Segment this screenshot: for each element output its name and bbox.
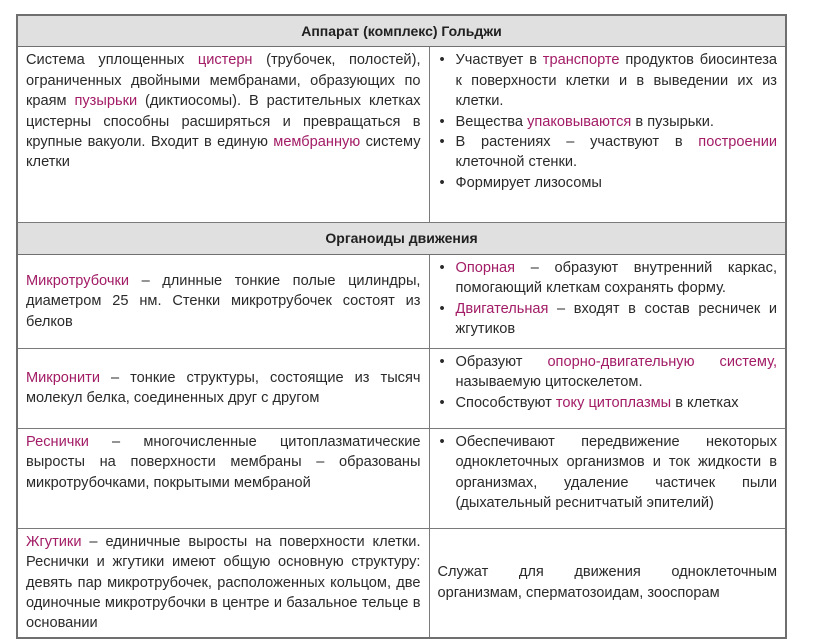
list-item [438,173,778,193]
function-cell: Служат для движения одноклеточным организмам, сперматозоидам, зооспорам [429,528,786,638]
text-segment: Система уплощенных [26,52,198,69]
section-title-movement: Органоиды движения [17,223,786,254]
description-cell [17,348,429,428]
list-item [438,393,778,413]
text-segment: Образуют [455,353,548,370]
term-highlight: мембранную [273,134,361,151]
list-item [438,258,778,299]
function-cell [429,348,786,428]
function-list [438,258,778,340]
table-row [17,428,786,528]
list-item [438,112,778,132]
term-highlight: Двигательная [455,300,549,317]
description-cell [17,428,429,528]
table-row [17,348,786,428]
text-segment: Способствуют [455,394,556,411]
term-highlight: Жгутики [26,533,82,550]
text-segment: – длинные тонкие полые цилиндры, диаметром 25 нм. Стенки микротрубочек состоят из белков [26,272,421,330]
section-header-row [17,15,786,47]
text-segment: продуктов биосинтеза к поверхности клетки и в выведении их из клетки. [455,52,778,110]
text-segment: клеточной стенки. [455,154,578,171]
description-cell [17,528,429,638]
text-segment: – входят в состав ресничек и жгутиков [455,300,778,338]
function-cell [429,428,786,528]
list-item [438,132,778,173]
function-list [438,432,778,514]
table-row [17,528,786,638]
text-segment: – тонкие структуры, состоящие из тысяч молекул белка, соединенных друг с другом [26,369,421,407]
term-highlight: Реснички [26,433,89,450]
term-highlight: Опорная [455,259,516,276]
description-cell [17,47,429,223]
term-highlight: цистерн [197,52,253,69]
text-segment: в пузырьки. [631,113,714,130]
section-header-row [17,223,786,254]
text-segment: в клетках [671,394,739,411]
function-cell [429,254,786,348]
list-item [438,299,778,340]
term-highlight: пузырьки [74,93,138,110]
term-highlight: упаковываются [527,113,632,130]
text-segment: – образуют внутренний каркас, помогающий клеткам сохранять форму. [455,259,778,297]
text-segment: систему клетки [26,134,421,171]
term-highlight: Микронити [26,369,100,386]
text-segment: – единичные выросты на поверхности клетки. Реснички и жгутики имеют общую основную структуру: девять пар микротрубочек, расположенных кольцом, две одиночные микротрубочки в центре и базальное тельце в основании [26,533,421,632]
term-highlight: транспорте [542,52,620,69]
table-row [17,47,786,223]
text-segment: Участвует в [455,52,543,69]
list-item [438,432,778,514]
text-segment: (трубочек, полостей), ограниченных двойными мембранами, образующих по краям [26,52,421,110]
text-segment: Формирует лизосомы [455,174,602,191]
text-segment: Вещества [455,113,528,130]
term-highlight: току цитоплазмы [555,394,672,411]
function-list [438,50,778,193]
term-highlight: построении [698,134,778,151]
golgi-organelles-table [16,14,787,639]
text-segment: – многочисленные цитоплазматические выросты на поверхности мембраны – образованы микротрубочками, покрытыми мембраной [26,433,421,491]
table-row [17,254,786,348]
text-segment: называемую цитоскелетом. [455,374,643,391]
section-title-golgi: Аппарат (комплекс) Гольджи [17,15,786,47]
text-segment: Обеспечивают передвижение некоторых одноклеточных организмов и ток жидкости в организмах, удаление частичек пыли (дыхательный реснитчатый эпителий) [455,433,778,512]
function-cell [429,47,786,223]
term-highlight: Микротрубочки [26,272,129,289]
list-item [438,352,778,393]
function-list [438,352,778,413]
description-cell [17,254,429,348]
list-item [438,50,778,111]
term-highlight: опорно-двигательную систему, [547,353,778,370]
text-segment: В растениях – участвуют в [455,134,699,151]
table-container [16,14,785,639]
text-segment: (диктиосомы). В растительных клетках цистерны способны расширяться и превращаться в крупные вакуоли. Входит в единую [26,93,421,151]
